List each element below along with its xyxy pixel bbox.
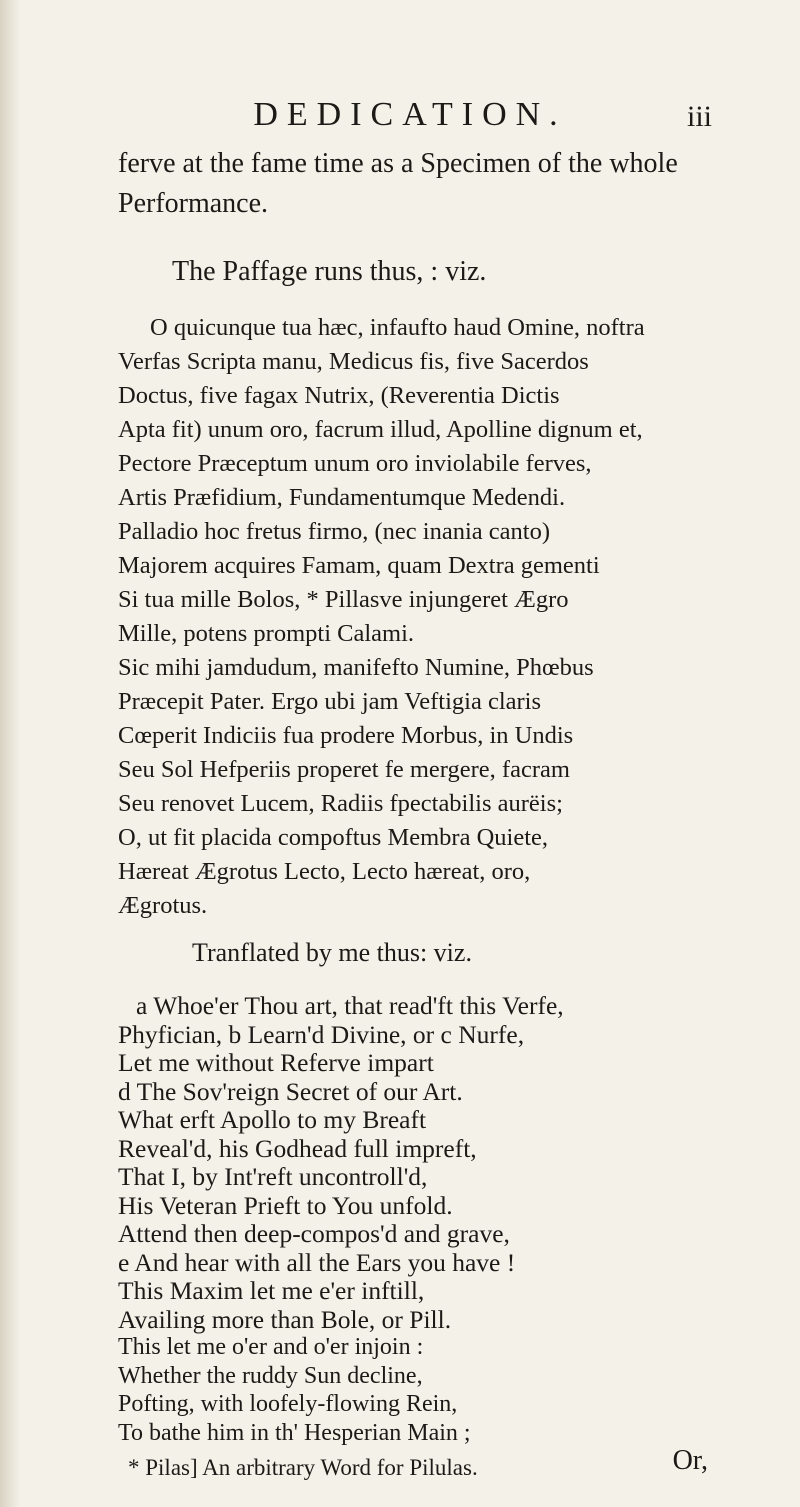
english-line: To bathe him in th' Hesperian Main ; <box>118 1419 471 1446</box>
english-line: Attend then deep-compos'd and grave, <box>118 1219 510 1248</box>
english-line: Pofting, with loofely-flowing Rein, <box>118 1391 458 1417</box>
latin-line: O quicunque tua hæc, infaufto haud Omine, noftra <box>150 314 645 341</box>
latin-line: Mille, potens prompti Calami. <box>118 620 415 647</box>
catchword: Or, <box>672 1444 708 1476</box>
latin-line: Ægrotus. <box>118 892 208 919</box>
english-line: That I, by Int'reft uncontroll'd, <box>118 1162 428 1191</box>
intro-line: Performance. <box>118 188 269 219</box>
footnote: * Pilas] An arbitrary Word for Pilulas. <box>128 1454 478 1480</box>
english-line: a Whoe'er Thou art, that read'ft this Verfe, <box>136 991 564 1020</box>
english-line: This Maxim let me e'er inftill, <box>118 1276 425 1305</box>
english-line: e And hear with all the Ears you have ! <box>118 1247 516 1277</box>
latin-line: Doctus, five fagax Nutrix, (Reverentia Dictis <box>118 382 560 409</box>
english-line: d The Sov'reign Secret of our Art. <box>118 1076 463 1106</box>
page-number: iii <box>686 100 712 133</box>
latin-line: Verfas Scripta manu, Medicus fis, five Sacerdos <box>118 348 589 375</box>
latin-line: Cœperit Indiciis fua prodere Morbus, in Undis <box>118 722 574 749</box>
english-line: Let me without Referve impart <box>118 1048 434 1077</box>
latin-line: Seu renovet Lucem, Radiis fpectabilis aurëis; <box>118 790 563 817</box>
english-line: What erft Apollo to my Breaft <box>118 1105 427 1134</box>
translation-heading: Tranflated by me thus: viz. <box>192 938 472 967</box>
intro-line: ferve at the fame time as a Specimen of the whole <box>118 148 678 179</box>
gutter-shadow <box>0 0 20 1507</box>
english-line: Phyfician, b Learn'd Divine, or c Nurfe, <box>118 1019 525 1049</box>
latin-line: Præcepit Pater. Ergo ubi jam Veftigia claris <box>118 688 541 715</box>
latin-line: Sic mihi jamdudum, manifefto Numine, Phœbus <box>118 654 594 681</box>
latin-line: Apta fit) unum oro, facrum illud, Apolline dignum et, <box>118 416 643 443</box>
latin-line: Artis Præfidium, Fundamentumque Medendi. <box>118 484 566 511</box>
english-line: This let me o'er and o'er injoin : <box>118 1334 424 1360</box>
english-line: Availing more than Bole, or Pill. <box>118 1304 452 1334</box>
english-line: His Veteran Prieft to You unfold. <box>118 1190 453 1220</box>
passage-heading: The Paffage runs thus, : viz. <box>172 256 487 287</box>
latin-line: O, ut fit placida compoftus Membra Quiete, <box>118 824 548 851</box>
english-line: Whether the ruddy Sun decline, <box>118 1362 423 1389</box>
running-head: DEDICATION. <box>253 96 567 133</box>
latin-line: Seu Sol Hefperiis properet fe mergere, facram <box>118 756 570 783</box>
latin-line: Majorem acquires Famam, quam Dextra gementi <box>118 552 600 579</box>
latin-line: Palladio hoc fretus firmo, (nec inania canto) <box>118 518 550 545</box>
latin-line: Si tua mille Bolos, * Pillasve injungeret Ægro <box>118 586 569 613</box>
latin-line: Pectore Præceptum unum oro inviolabile ferves, <box>118 450 592 477</box>
latin-line: Hæreat Ægrotus Lecto, Lecto hæreat, oro, <box>118 858 531 885</box>
english-line: Reveal'd, his Godhead full impreft, <box>118 1133 477 1163</box>
